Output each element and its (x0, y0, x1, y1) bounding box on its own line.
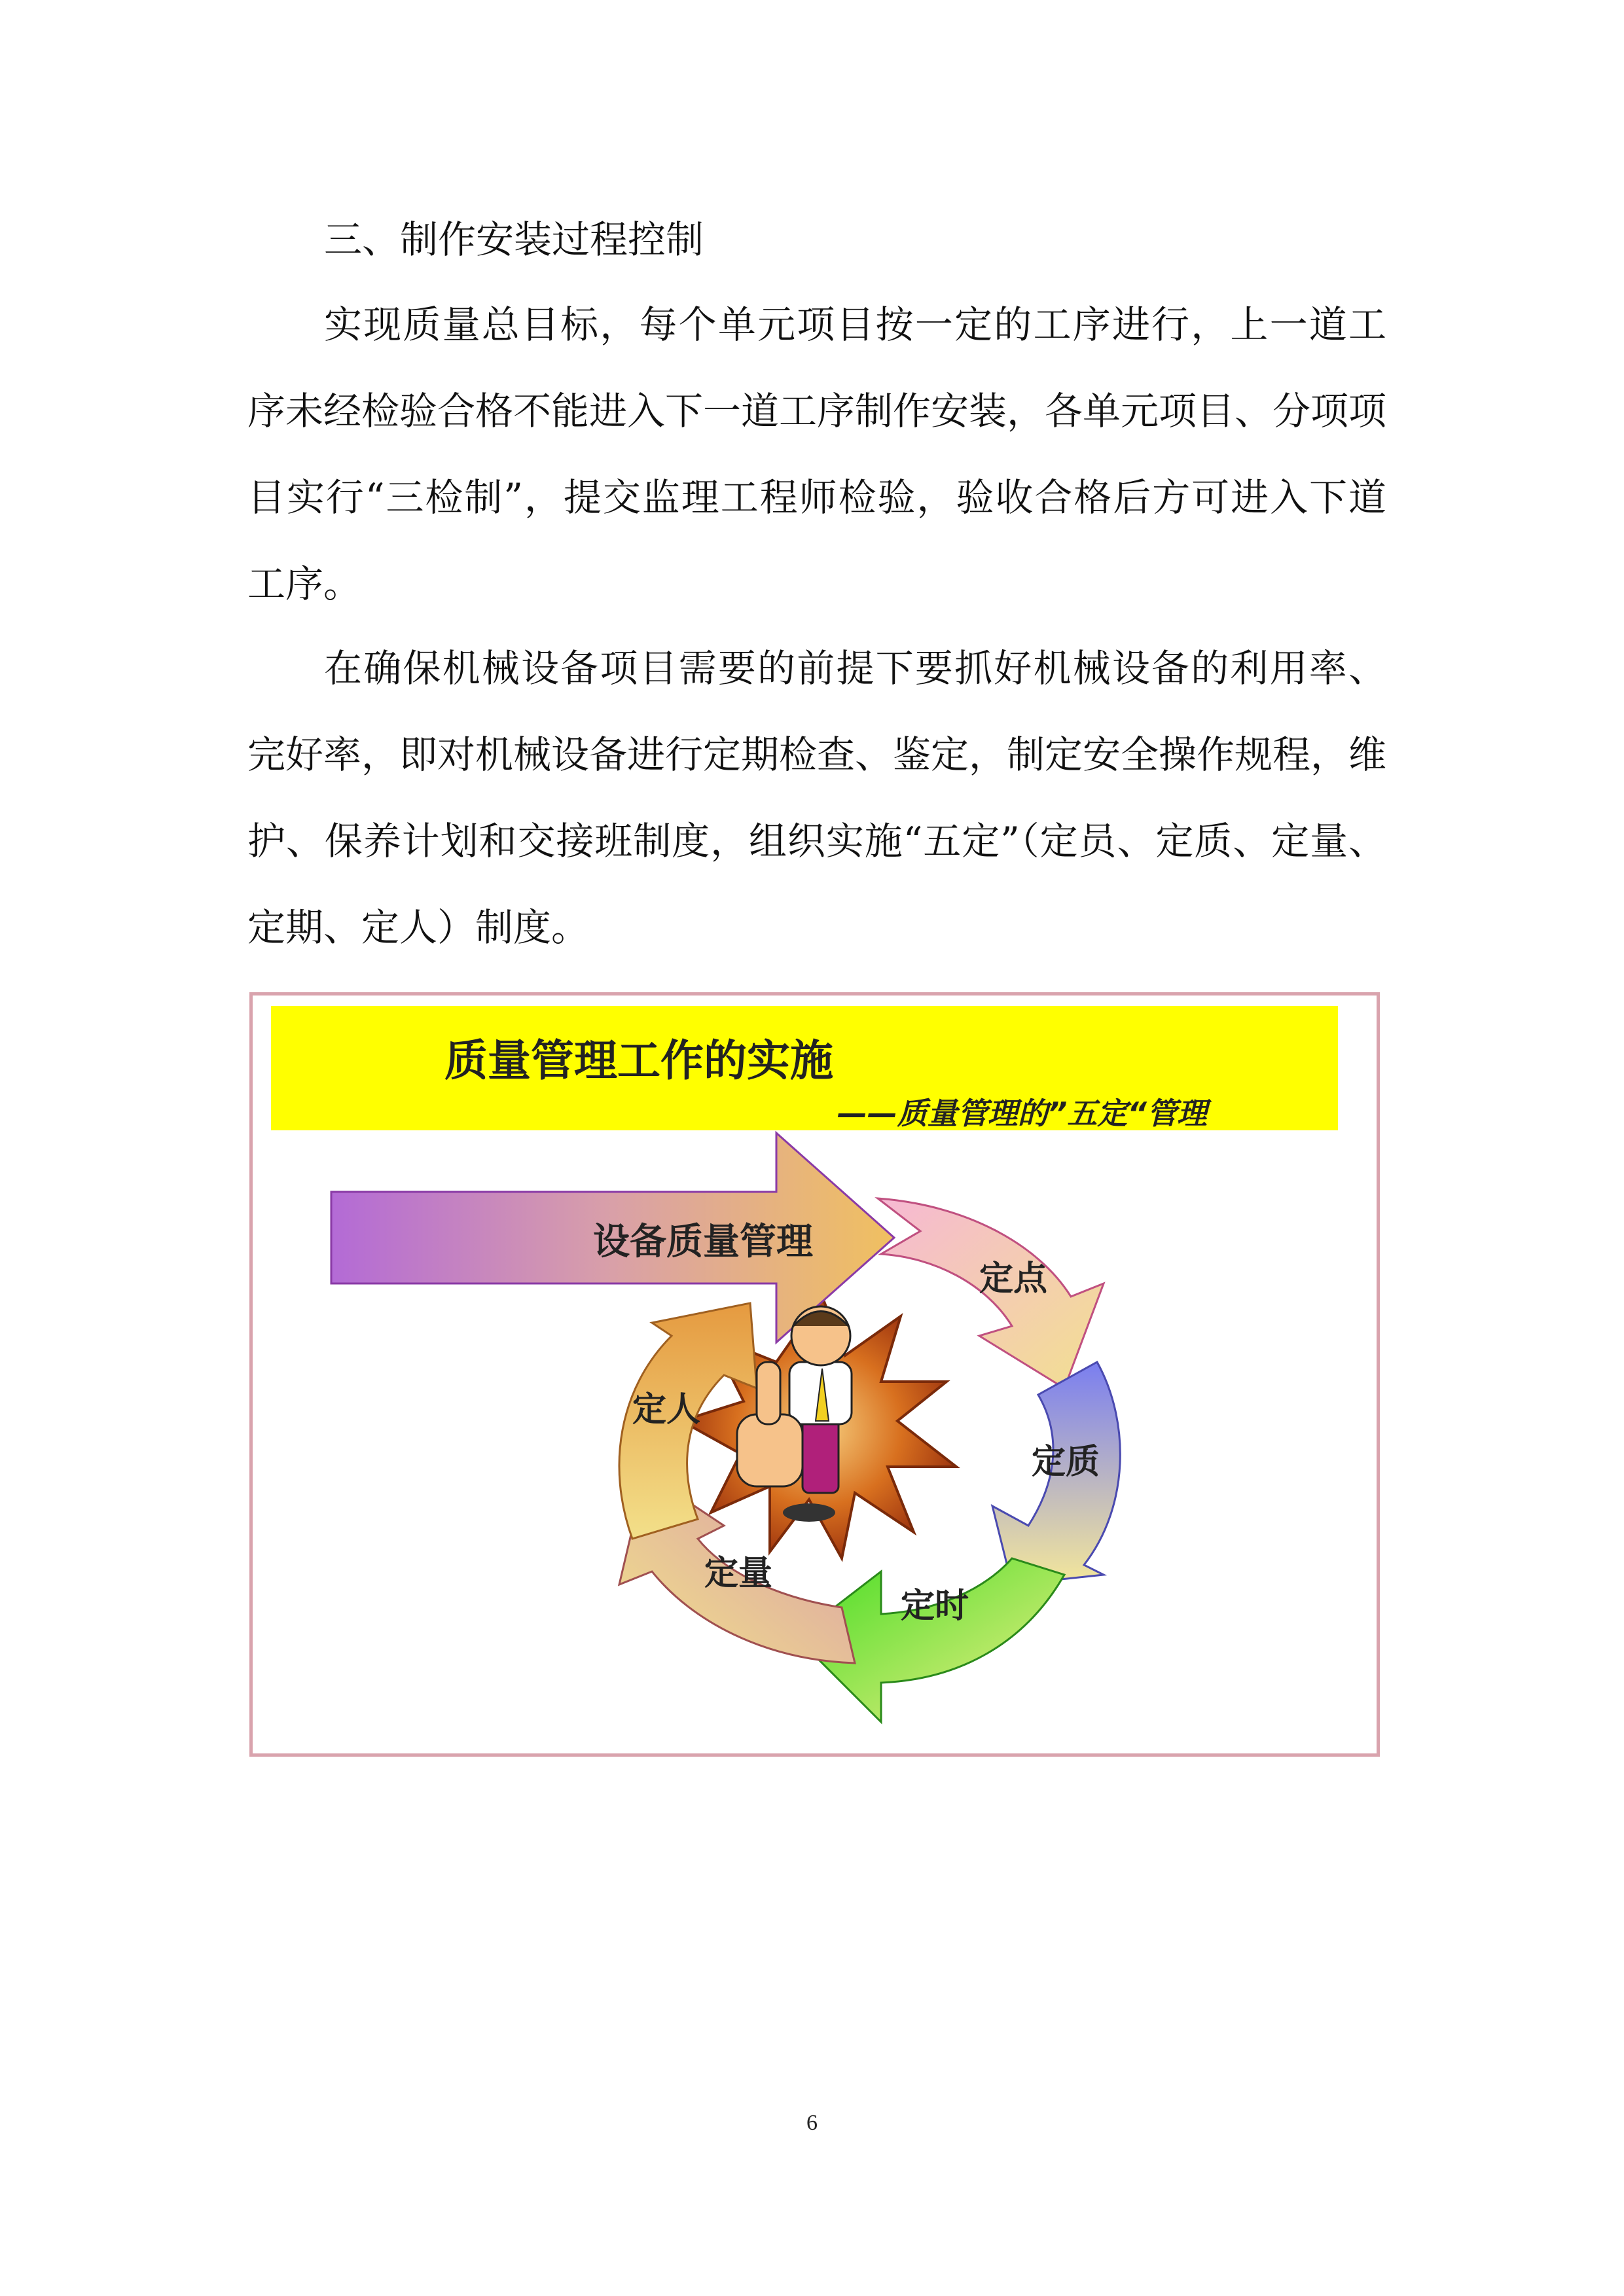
main-arrow-label: 设备质量管理 (593, 1221, 813, 1263)
figure-title: 质量管理工作的实施 (444, 1035, 833, 1086)
label-point: 定点 (979, 1259, 1048, 1299)
cycle-diagram (253, 996, 1377, 1753)
page-number: 6 (806, 2111, 818, 2135)
five-fix-diagram-figure (249, 992, 1380, 1757)
label-quantity: 定量 (704, 1554, 773, 1593)
label-quality: 定质 (1032, 1443, 1100, 1482)
section-heading: 三、制作安装过程控制 (324, 217, 704, 262)
label-time: 定时 (901, 1587, 969, 1626)
figure-subtitle: ——质量管理的”五定“管理 (837, 1096, 1207, 1131)
label-person: 定人 (632, 1390, 701, 1429)
paragraph-2: 在确保机械设备项目需要的前提下要抓好机械设备的利用率、完好率，即对机械设备进行定期检查、鉴定，制定安全操作规程，维护、保养计划和交接班制度，组织实施“五定”（定员、定质、定量、定期、定人）制度。 (247, 646, 1387, 950)
paragraph-1: 实现质量总目标，每个单元项目按一定的工序进行，上一道工序未经检验合格不能进入下一道工序制作安装，各单元项目、分项项目实行“三检制”，提交监理工程师检验，验收合格后方可进入下道工序。 (247, 302, 1387, 606)
